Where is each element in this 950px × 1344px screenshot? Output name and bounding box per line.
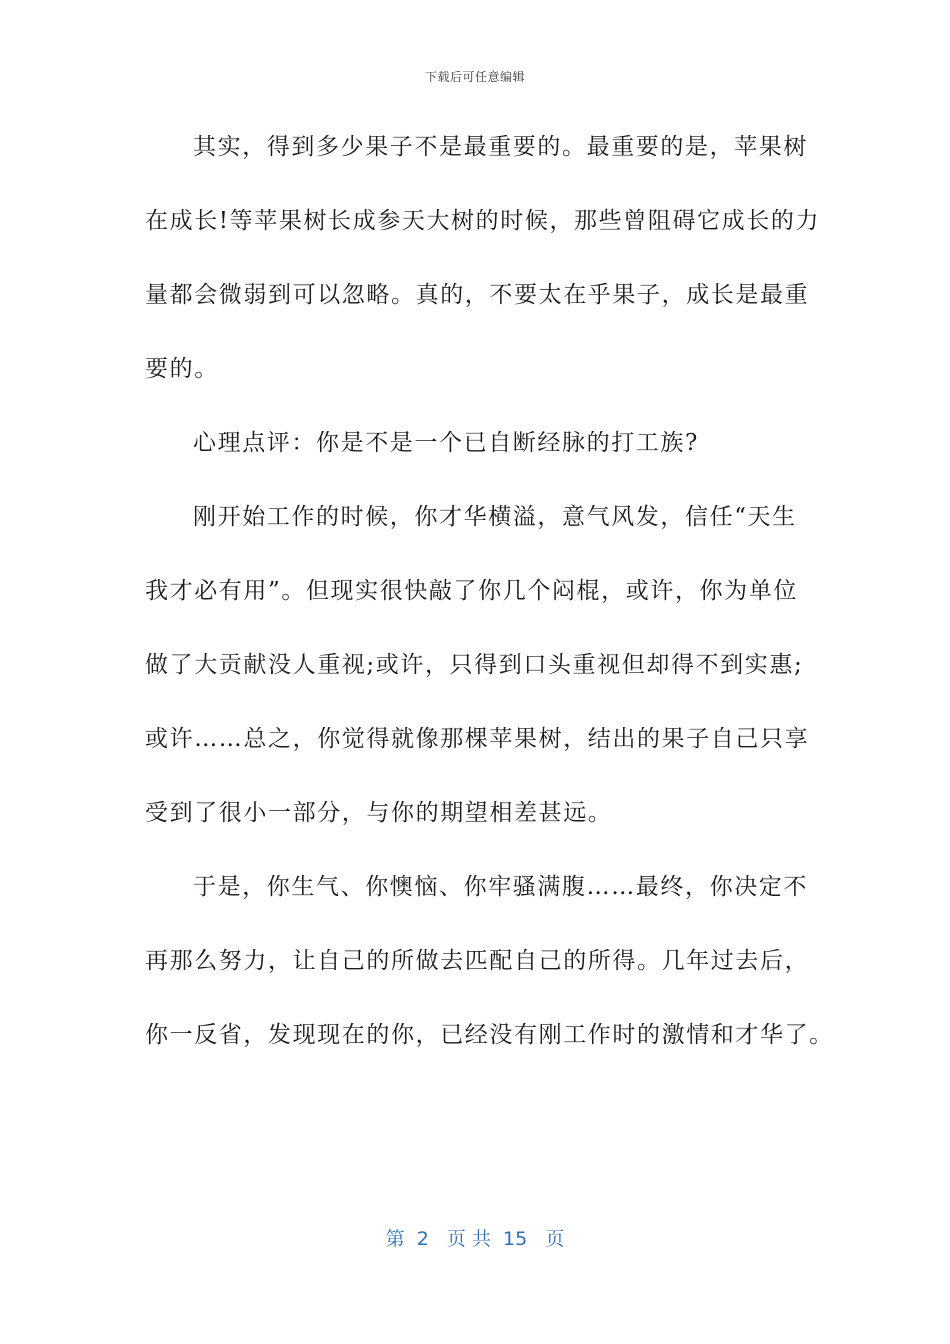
paragraph [145, 480, 810, 850]
text-line: 要的。 [145, 356, 219, 382]
text-line: 在成长!等苹果树长成参天大树的时候，那些曾阻碍它成长的力 [145, 208, 821, 234]
text-line: 你一反省，发现现在的你，已经没有刚工作时的激情和才华了。 [145, 1022, 834, 1048]
text-line: 或许……总之，你觉得就像那棵苹果树，结出的果子自己只享 [145, 726, 810, 752]
page-number-footer: 第 2 页 共 15 页 [385, 1228, 565, 1250]
paragraph [145, 406, 810, 480]
paragraph [145, 110, 821, 406]
text-line: 受到了很小一部分，与你的期望相差甚远。 [145, 800, 613, 826]
text-line: 于是，你生气、你懊恼、你牢骚满腹……最终，你决定不 [193, 874, 808, 900]
document-body [145, 110, 834, 1072]
text-line: 量都会微弱到可以忽略。真的，不要太在乎果子，成长是最重 [145, 282, 810, 308]
page-header: 下载后可任意编辑 [424, 70, 525, 84]
text-line: 其实，得到多少果子不是最重要的。最重要的是，苹果树 [193, 134, 808, 160]
text-line: 我才必有用”。但现实很快敲了你几个闷棍，或许，你为单位 [145, 578, 798, 604]
text-line: 再那么努力，让自己的所做去匹配自己的所得。几年过去后， [145, 948, 810, 974]
paragraph [145, 850, 834, 1072]
text-line: 刚开始工作的时候，你才华横溢，意气风发，信任“天生 [193, 504, 797, 530]
text-line: 心理点评：你是不是一个已自断经脉的打工族? [193, 430, 699, 456]
text-line: 做了大贡献没人重视;或许，只得到口头重视但却得不到实惠; [145, 652, 804, 678]
